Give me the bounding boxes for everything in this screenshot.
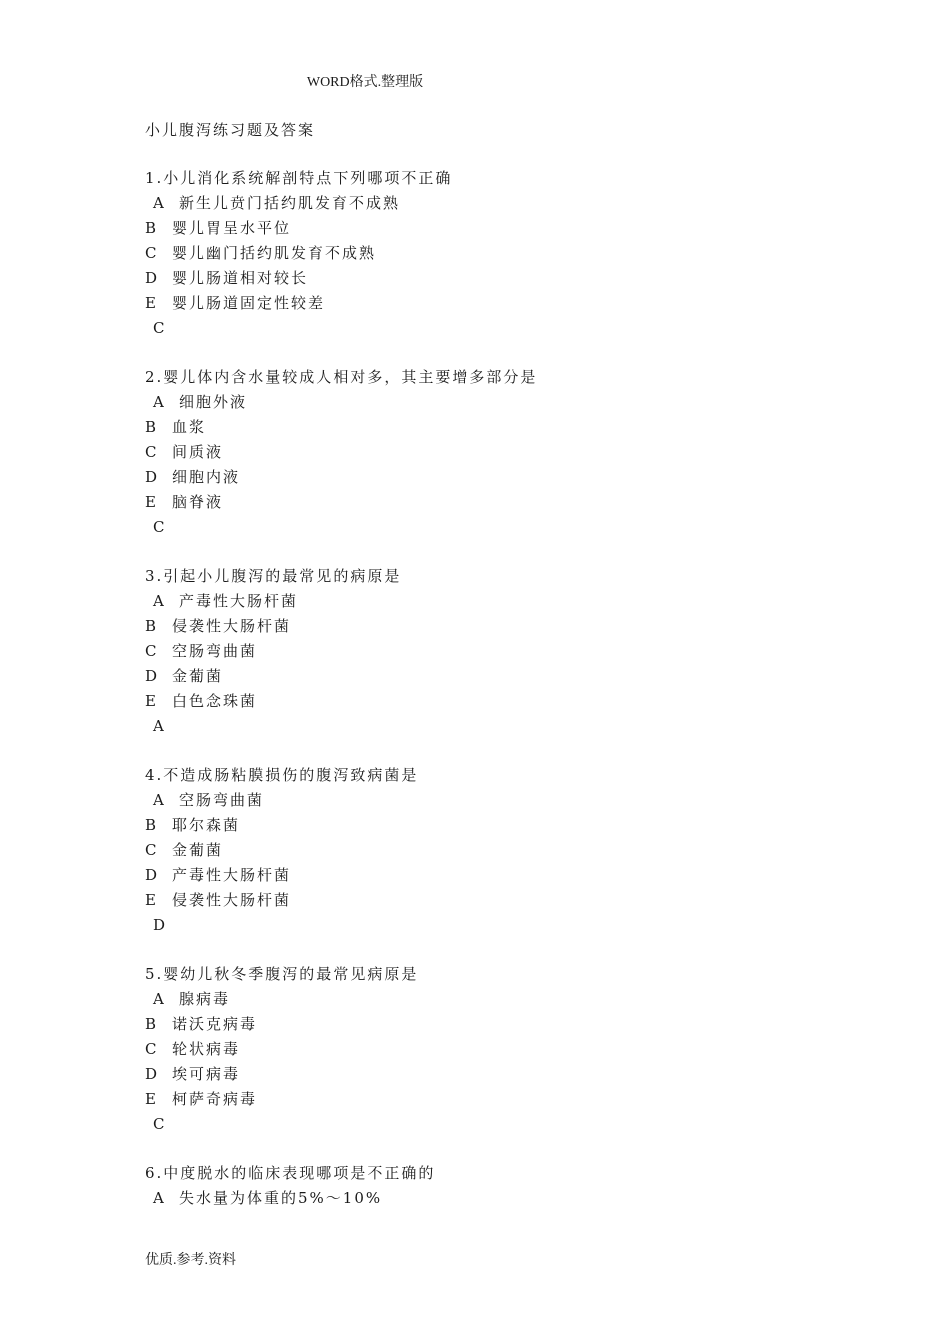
question-block xyxy=(145,1161,865,1211)
answer-option xyxy=(145,191,865,216)
option-letter: E xyxy=(145,692,158,710)
option-letter: A xyxy=(153,592,166,610)
question-stem: 3.引起小儿腹泻的最常见的病原是 xyxy=(145,567,402,585)
answer-option xyxy=(145,888,865,913)
page-footer: 优质.参考.资料 xyxy=(145,1253,236,1268)
option-letter: D xyxy=(145,667,160,685)
document-title: 小儿腹泻练习题及答案 xyxy=(145,121,316,139)
option-text: 新生儿贲门括约肌发育不成熟 xyxy=(179,194,401,212)
option-text: 耶尔森菌 xyxy=(172,816,241,834)
answer-option xyxy=(145,1186,865,1211)
option-text: 腺病毒 xyxy=(179,990,231,1008)
option-letter: B xyxy=(145,617,159,635)
option-letter: A xyxy=(153,791,166,809)
option-letter: D xyxy=(145,1065,160,1083)
option-text: 空肠弯曲菌 xyxy=(179,791,265,809)
correct-answer: C xyxy=(153,1115,167,1133)
question-block xyxy=(145,962,865,1137)
option-letter: B xyxy=(145,219,159,237)
option-text: 婴儿肠道固定性较差 xyxy=(172,294,326,312)
question-stem: 1.小儿消化系统解剖特点下列哪项不正确 xyxy=(145,169,453,187)
option-text: 埃可病毒 xyxy=(172,1065,241,1083)
option-text: 柯萨奇病毒 xyxy=(172,1090,258,1108)
option-letter: E xyxy=(145,294,158,312)
option-text: 婴儿胃呈水平位 xyxy=(172,219,292,237)
option-letter: E xyxy=(145,891,158,909)
option-text: 婴儿肠道相对较长 xyxy=(172,269,309,287)
answer-option xyxy=(145,813,865,838)
question-block xyxy=(145,166,865,341)
option-text: 细胞外液 xyxy=(179,393,248,411)
answer-option xyxy=(145,863,865,888)
answer-option xyxy=(145,639,865,664)
answer-option xyxy=(145,1037,865,1062)
question-block xyxy=(145,365,865,540)
option-text: 金葡菌 xyxy=(172,841,224,859)
correct-answer: C xyxy=(153,518,167,536)
question-stem: 5.婴幼儿秋冬季腹泻的最常见病原是 xyxy=(145,965,419,983)
page-header: WORD格式.整理版 xyxy=(306,75,424,90)
option-text: 侵袭性大肠杆菌 xyxy=(172,891,292,909)
option-text: 间质液 xyxy=(172,443,224,461)
answer-option xyxy=(145,664,865,689)
option-text: 婴儿幽门括约肌发育不成熟 xyxy=(172,244,377,262)
answer-option xyxy=(145,1012,865,1037)
option-text: 空肠弯曲菌 xyxy=(172,642,258,660)
answer-option xyxy=(145,415,865,440)
question-stem: 4.不造成肠粘膜损伤的腹泻致病菌是 xyxy=(145,766,419,784)
answer-option xyxy=(145,241,865,266)
question-list xyxy=(145,166,865,1235)
option-letter: A xyxy=(153,393,166,411)
question-block xyxy=(145,564,865,739)
option-letter: C xyxy=(145,642,159,660)
option-letter: D xyxy=(145,866,160,884)
answer-option xyxy=(145,490,865,515)
option-text: 白色念珠菌 xyxy=(172,692,258,710)
question-stem: 2.婴儿体内含水量较成人相对多，其主要增多部分是 xyxy=(145,368,538,386)
option-letter: D xyxy=(145,269,160,287)
question-block xyxy=(145,763,865,938)
option-letter: C xyxy=(145,841,159,859)
answer-option xyxy=(145,614,865,639)
answer-option xyxy=(145,1062,865,1087)
option-letter: C xyxy=(145,244,159,262)
option-text: 金葡菌 xyxy=(172,667,224,685)
option-text: 细胞内液 xyxy=(172,468,241,486)
answer-option xyxy=(145,788,865,813)
option-letter: C xyxy=(145,443,159,461)
option-letter: B xyxy=(145,418,159,436)
answer-option xyxy=(145,589,865,614)
answer-option xyxy=(145,987,865,1012)
option-text: 侵袭性大肠杆菌 xyxy=(172,617,292,635)
answer-option xyxy=(145,216,865,241)
answer-option xyxy=(145,266,865,291)
answer-option xyxy=(145,465,865,490)
option-text: 诺沃克病毒 xyxy=(172,1015,258,1033)
option-text: 失水量为体重的5%～10% xyxy=(179,1189,383,1207)
option-letter: E xyxy=(145,1090,158,1108)
option-letter: A xyxy=(153,1189,166,1207)
option-letter: A xyxy=(153,194,166,212)
correct-answer: D xyxy=(153,916,168,934)
question-stem: 6.中度脱水的临床表现哪项是不正确的 xyxy=(145,1164,436,1182)
answer-option xyxy=(145,440,865,465)
answer-option xyxy=(145,390,865,415)
answer-option xyxy=(145,689,865,714)
option-text: 脑脊液 xyxy=(172,493,224,511)
answer-option xyxy=(145,1087,865,1112)
option-letter: D xyxy=(145,468,160,486)
option-letter: A xyxy=(153,990,166,1008)
option-letter: C xyxy=(145,1040,159,1058)
option-letter: B xyxy=(145,1015,159,1033)
correct-answer: C xyxy=(153,319,167,337)
answer-option xyxy=(145,838,865,863)
option-letter: B xyxy=(145,816,159,834)
correct-answer: A xyxy=(153,717,166,735)
option-text: 产毒性大肠杆菌 xyxy=(172,866,292,884)
option-text: 产毒性大肠杆菌 xyxy=(179,592,299,610)
option-text: 轮状病毒 xyxy=(172,1040,241,1058)
option-text: 血浆 xyxy=(172,418,207,436)
option-letter: E xyxy=(145,493,158,511)
answer-option xyxy=(145,291,865,316)
